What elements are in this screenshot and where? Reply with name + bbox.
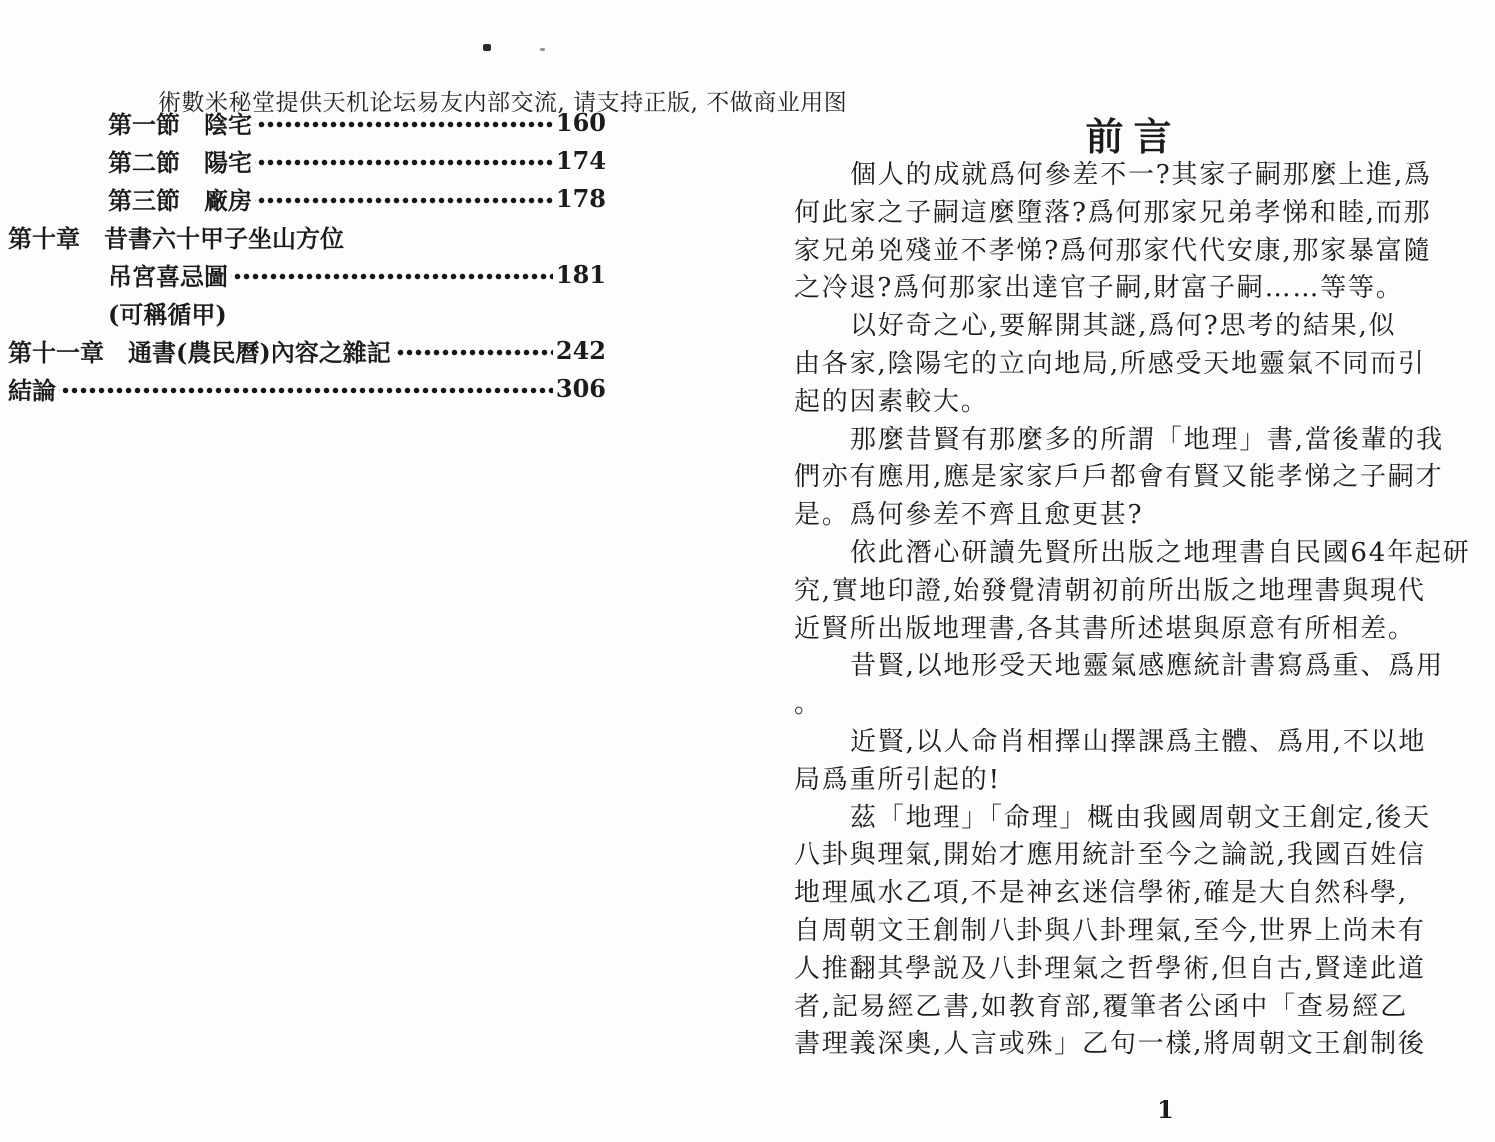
table-of-contents [8,103,606,407]
toc-row [8,179,606,217]
preface-line: 地理風水乙項,不是神玄迷信學術,確是大自然科學, [794,878,1408,909]
toc-page-number: 178 [555,183,606,213]
toc-entry-label: 第一節 陰宅 [108,109,252,139]
preface-line: 者,記易經乙書,如教育部,覆筆者公函中「查易經乙 [794,991,1408,1022]
watermark-text: 術數米秘堂提供天机论坛易友内部交流, 请支持正版, 不做商业用图 [158,90,848,116]
toc-row [8,331,606,369]
preface-line: 究,實地印證,始發覺清朝初前所出版之地理書與現代 [794,575,1426,606]
preface-line: 自周朝文王創制八卦與八卦理氣,至今,世界上尚未有 [794,915,1426,946]
toc-entry-label: 第十一章 通書(農民曆)內容之雜記 [8,337,391,367]
toc-row [8,255,606,293]
toc-page-number: 306 [555,373,606,403]
toc-row [8,103,606,141]
preface-line: 八卦與理氣,開始才應用統計至今之論説,我國百姓信 [794,840,1426,871]
preface-line: 昔賢,以地形受天地靈氣感應統計書寫爲重、爲用 [850,651,1444,682]
scan-artifact [540,48,545,51]
preface-line: 近賢,以人命肖相擇山擇課爲主體、爲用,不以地 [850,726,1427,757]
preface-line: 。 [794,689,822,720]
dot-leader [394,346,553,358]
preface-body [794,157,1471,1064]
preface-line: 那麼昔賢有那麼多的所謂「地理」書,當後輩的我 [850,424,1444,455]
dot-leader [59,384,553,396]
toc-row [8,293,606,331]
toc-entry-label: (可稱循甲) [108,299,227,329]
dot-leader [231,270,553,282]
toc-entry-label: 第二節 陽宅 [108,147,252,177]
preface-line: 以好奇之心,要解開其謎,爲何?思考的結果,似 [850,311,1397,342]
preface-line: 局爲重所引起的! [794,764,1001,795]
toc-row [8,217,606,255]
dot-leader [255,118,553,130]
scan-artifact [483,44,491,51]
toc-entry-label: 第三節 廠房 [108,185,252,215]
toc-entry-label: 第十章 昔書六十甲子坐山方位 [8,223,344,253]
preface-line: 們亦有應用,應是家家戶戶都會有賢又能孝悌之子嗣才 [794,462,1444,493]
dot-leader [255,156,553,168]
toc-entry-label: 吊宮喜忌圖 [108,261,228,291]
preface-line: 由各家,陰陽宅的立向地局,所感受天地靈氣不同而引 [794,348,1426,379]
preface-line: 之冷退?爲何那家出達官子嗣,財富子嗣……等等。 [794,273,1404,304]
preface-line: 何此家之子嗣這麼墮落?爲何那家兄弟孝悌和睦,而那 [794,197,1432,228]
preface-line: 人推翻其學説及八卦理氣之哲學術,但自古,賢達此道 [794,953,1426,984]
dot-leader [255,194,553,206]
preface-line: 書理義深奧,人言或殊」乙句一樣,將周朝文王創制後 [794,1029,1426,1060]
toc-page-number: 160 [555,107,606,137]
preface-line: 茲「地理」「命理」概由我國周朝文王創定,後天 [850,802,1431,833]
preface-title: 前言 [1085,114,1182,159]
preface-line: 個人的成就爲何參差不一?其家子嗣那麼上進,爲 [850,160,1432,190]
toc-page-number: 242 [555,335,606,365]
preface-line: 是。爲何參差不齊且愈更甚? [794,500,1144,531]
page-number: 1 [1157,1095,1174,1124]
toc-page-number: 181 [555,259,606,289]
preface-line: 近賢所出版地理書,各其書所述堪與原意有所相差。 [794,613,1416,644]
preface-line: 家兄弟兇殘並不孝悌?爲何那家代代安康,那家暴富隨 [794,235,1432,266]
toc-row [8,141,606,179]
toc-row [8,369,606,407]
preface-line: 起的因素較大。 [794,386,989,417]
toc-entry-label: 結論 [8,375,56,405]
preface-line: 依此潛心研讀先賢所出版之地理書自民國64年起研 [850,537,1471,568]
toc-page-number: 174 [555,145,606,175]
